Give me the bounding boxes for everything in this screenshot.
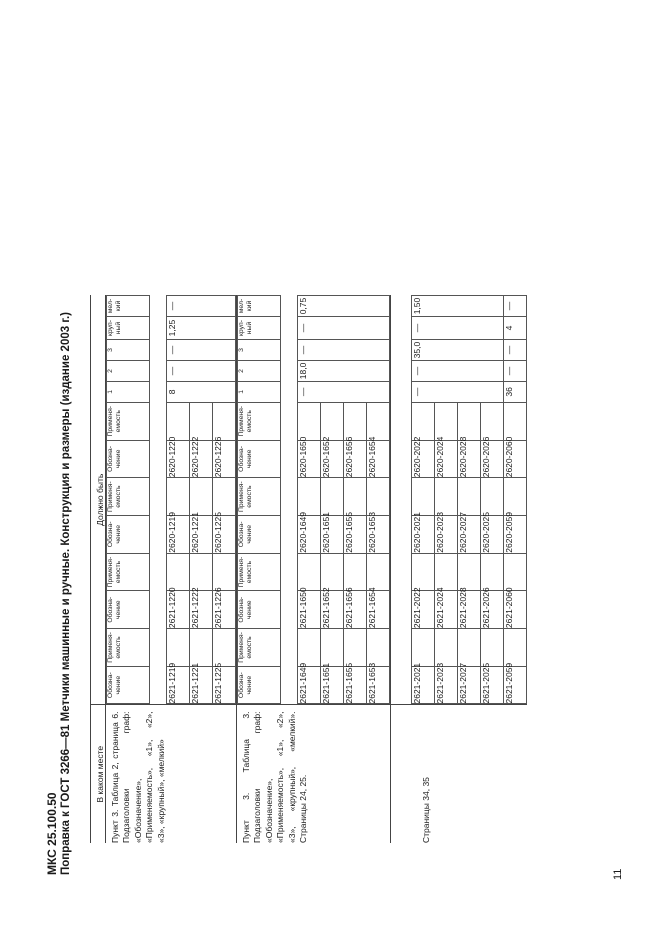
designation-cell: 2620-2026: [481, 440, 504, 478]
subheader-prim: Применя-емость: [107, 402, 150, 440]
subheader-1: 1: [107, 381, 150, 402]
designation-cell: 2621-2059: [504, 666, 527, 704]
subheader-oboz: Обозна-чение: [107, 515, 150, 553]
subheader-3: 3: [107, 340, 150, 361]
value-krup: 4: [504, 317, 527, 340]
designation-cell: 2620-2024: [435, 440, 458, 478]
subheader-prim: Применя-емость: [238, 478, 281, 516]
designation-cell: 2620-2028: [458, 440, 481, 478]
table-row: [167, 296, 190, 705]
designation-cell: 2620-1226: [213, 440, 236, 478]
value-melk: 0,75: [298, 296, 390, 317]
value-3: —: [298, 340, 390, 361]
designation-cell: 2621-1654: [367, 591, 390, 629]
subheader-oboz: Обозна-чение: [107, 666, 150, 704]
value-krup: —: [412, 317, 504, 340]
designation-cell: 2621-1655: [344, 666, 367, 704]
designation-cell: 2620-2023: [435, 515, 458, 553]
subheader-prim: Применя-емость: [238, 629, 281, 667]
value-melk: —: [504, 296, 527, 317]
designation-cell: 2621-1226: [213, 591, 236, 629]
designation-cell: 2620-1651: [321, 515, 344, 553]
designation-cell: 2621-1652: [321, 591, 344, 629]
designation-cell: 2621-1221: [190, 666, 213, 704]
subheader-oboz: Обозна-чение: [238, 515, 281, 553]
value-krup: —: [298, 317, 390, 340]
designation-cell: 2620-1652: [321, 440, 344, 478]
block-1-grid: [106, 295, 236, 705]
column-header-should: Должно быть: [91, 295, 106, 705]
value-melk: 1,50: [412, 296, 504, 317]
subheader-oboz: Обозна-чение: [238, 591, 281, 629]
page-number: 11: [612, 868, 624, 880]
value-2: 18,0: [298, 361, 390, 382]
subheader-2: 2: [238, 361, 281, 382]
value-krup: 1,25: [167, 317, 236, 340]
value-melk: —: [167, 296, 236, 317]
column-header-where: В каком месте: [91, 705, 106, 843]
designation-cell: 2620-1649: [298, 515, 321, 553]
subheader-krup: круп-ный: [238, 317, 281, 340]
designation-cell: 2620-2059: [504, 515, 527, 553]
subheader-3: 3: [238, 340, 281, 361]
designation-cell: 2621-2060: [504, 591, 527, 629]
designation-cell: 2620-1221: [190, 515, 213, 553]
block-2-location: Пункт 3. Таблица 3. Подзаголовки граф: «Обозначение», «Применяемость», «1», «2», «3», «крупный», «мелкий». Страницы 24, 25.: [237, 705, 391, 843]
block-2-grid: [237, 295, 390, 705]
designation-cell: 2621-2027: [458, 666, 481, 704]
classification-code: МКС 25.100.50: [45, 792, 59, 875]
value-2: —: [504, 361, 527, 382]
subheader-oboz: Обозна-чение: [107, 591, 150, 629]
designation-cell: 2620-2025: [481, 515, 504, 553]
designation-cell: 2621-1651: [321, 666, 344, 704]
subheader-prim: Применя-емость: [238, 553, 281, 591]
block-3: [391, 295, 528, 843]
subheader-melk: мел-кий: [107, 296, 150, 317]
subheader-row: [238, 296, 281, 705]
subheader-1: 1: [238, 381, 281, 402]
table-row: [412, 296, 435, 705]
value-1: —: [412, 381, 504, 402]
value-1: 36: [504, 381, 527, 402]
designation-cell: 2621-2023: [435, 666, 458, 704]
designation-cell: 2621-1220: [167, 591, 190, 629]
designation-cell: 2620-1653: [367, 515, 390, 553]
designation-cell: 2621-1649: [298, 666, 321, 704]
designation-cell: 2620-2060: [504, 440, 527, 478]
designation-cell: 2621-2026: [481, 591, 504, 629]
subheader-melk: мел-кий: [238, 296, 281, 317]
designation-cell: 2620-1225: [213, 515, 236, 553]
designation-cell: 2621-1656: [344, 591, 367, 629]
subheader-row: [107, 296, 150, 705]
designation-cell: 2620-2022: [412, 440, 435, 478]
block-1: [106, 295, 237, 843]
value-2: —: [412, 361, 504, 382]
value-3: —: [504, 340, 527, 361]
block-1-location: Пункт 3. Таблица 2, страница 6. Подзаголовки граф: «Обозначение», «Применяемость», «1», «2», «3», «крупный», «мелкий»: [106, 705, 237, 843]
designation-cell: 2621-1650: [298, 591, 321, 629]
designation-cell: 2621-2028: [458, 591, 481, 629]
value-3: —: [167, 340, 236, 361]
table-row: [298, 296, 321, 705]
value-2: —: [167, 361, 236, 382]
designation-cell: 2620-1655: [344, 515, 367, 553]
value-3: 35,0: [412, 340, 504, 361]
subheader-oboz: Обозна-чение: [107, 440, 150, 478]
subheader-krup: круп-ный: [107, 317, 150, 340]
designation-cell: 2620-1656: [344, 440, 367, 478]
subheader-oboz: Обозна-чение: [238, 440, 281, 478]
subheader-prim: Применя-емость: [238, 402, 281, 440]
page-title: Поправка к ГОСТ 3266—81 Метчики машинные и ручные. Конструкция и размеры (издание 2003 г.): [60, 312, 72, 875]
designation-cell: 2621-1222: [190, 591, 213, 629]
designation-cell: 2620-2027: [458, 515, 481, 553]
designation-cell: 2620-1654: [367, 440, 390, 478]
designation-cell: 2620-1650: [298, 440, 321, 478]
designation-cell: 2621-1653: [367, 666, 390, 704]
designation-cell: 2621-2022: [412, 591, 435, 629]
table-row: [504, 296, 527, 705]
block-2: [237, 295, 391, 843]
subheader-2: 2: [107, 361, 150, 382]
subheader-prim: Применя-емость: [107, 478, 150, 516]
designation-cell: 2621-1225: [213, 666, 236, 704]
designation-cell: 2620-1220: [167, 440, 190, 478]
value-1: 8: [167, 381, 236, 402]
designation-cell: 2621-2024: [435, 591, 458, 629]
block-3-location: Страницы 34, 35: [391, 705, 528, 843]
value-1: —: [298, 381, 390, 402]
designation-cell: 2621-2021: [412, 666, 435, 704]
subheader-prim: Применя-емость: [107, 553, 150, 591]
designation-cell: 2620-2021: [412, 515, 435, 553]
subheader-oboz: Обозна-чение: [238, 666, 281, 704]
designation-cell: 2621-1219: [167, 666, 190, 704]
header-row: [91, 295, 106, 843]
amendment-table: [90, 295, 527, 843]
block-3-grid: [391, 295, 527, 705]
designation-cell: 2621-2025: [481, 666, 504, 704]
designation-cell: 2620-1219: [167, 515, 190, 553]
subheader-prim: Применя-емость: [107, 629, 150, 667]
designation-cell: 2620-1222: [190, 440, 213, 478]
